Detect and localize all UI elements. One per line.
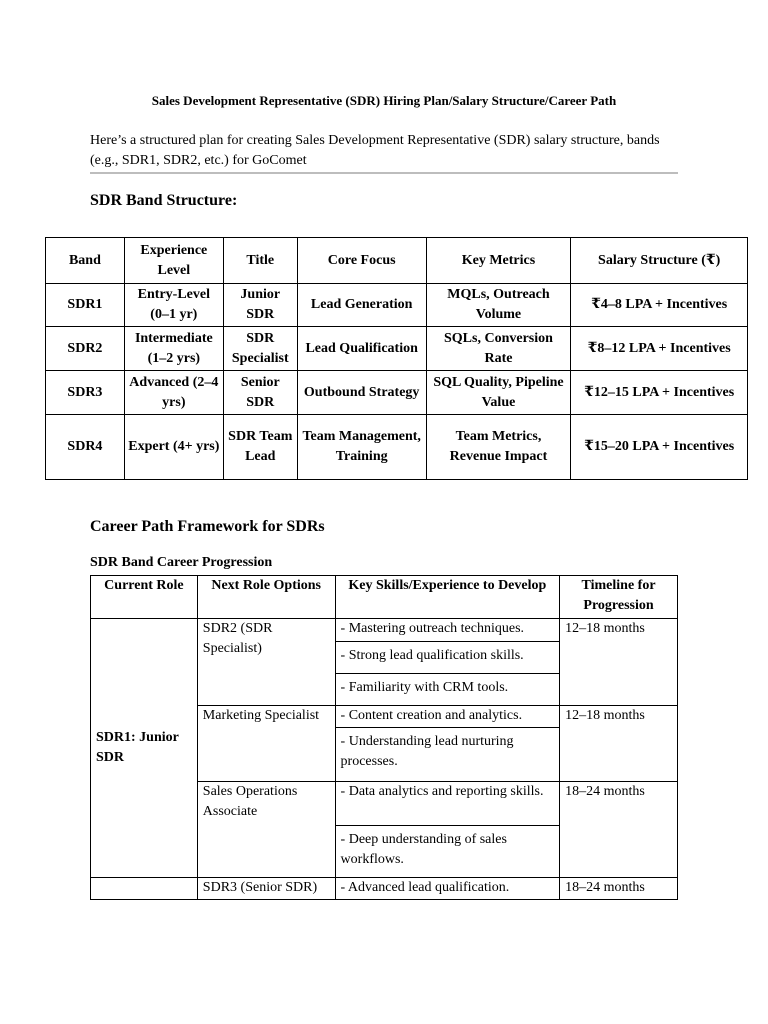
current-role-cell: SDR1: Junior SDR <box>91 619 198 878</box>
table-row <box>46 415 748 480</box>
table-cell: Expert (4+ yrs) <box>124 415 223 480</box>
table-cell: SDR4 <box>46 415 125 480</box>
table-row <box>46 284 748 327</box>
header-current-role: Current Role <box>91 576 198 619</box>
next-role-cell: Marketing Specialist <box>197 706 335 782</box>
table-cell: SQLs, Conversion Rate <box>426 327 571 371</box>
header-experience-level: Experience Level <box>124 238 223 284</box>
table-cell: Team Metrics, Revenue Impact <box>426 415 571 480</box>
next-role-cell: SDR2 (SDR Specialist) <box>197 619 335 706</box>
table-header-row <box>91 576 678 619</box>
timeline-cell: 12–18 months <box>560 706 678 782</box>
table-row <box>91 878 678 900</box>
skill-cell: - Content creation and analytics. <box>335 706 560 728</box>
table-cell: Team Management, Training <box>297 415 426 480</box>
next-role-cell: Sales Operations Associate <box>197 782 335 878</box>
header-band: Band <box>46 238 125 284</box>
current-role-empty-cell <box>91 878 198 900</box>
table-cell: MQLs, Outreach Volume <box>426 284 571 327</box>
header-next-role-options: Next Role Options <box>197 576 335 619</box>
table-row <box>91 619 678 642</box>
career-progression-subheading: SDR Band Career Progression <box>90 555 273 570</box>
skill-cell: - Familiarity with CRM tools. <box>335 674 560 706</box>
skill-cell: - Advanced lead qualification. <box>335 878 560 900</box>
header-key-skills: Key Skills/Experience to Develop <box>335 576 560 619</box>
table-cell: SDR1 <box>46 284 125 327</box>
table-cell: SDR2 <box>46 327 125 371</box>
table-header-row <box>46 238 748 284</box>
timeline-cell: 12–18 months <box>560 619 678 706</box>
timeline-cell: 18–24 months <box>560 782 678 878</box>
table-cell: Lead Generation <box>297 284 426 327</box>
header-salary-structure: Salary Structure (₹) <box>571 238 748 284</box>
band-structure-table <box>45 237 748 480</box>
table-cell: ₹8–12 LPA + Incentives <box>571 327 748 371</box>
table-cell: Entry-Level (0–1 yr) <box>124 284 223 327</box>
header-core-focus: Core Focus <box>297 238 426 284</box>
career-path-heading: Career Path Framework for SDRs <box>90 518 325 535</box>
skill-cell: - Mastering outreach techniques. <box>335 619 560 642</box>
table-cell: ₹15–20 LPA + Incentives <box>571 415 748 480</box>
header-title: Title <box>223 238 297 284</box>
table-row <box>46 371 748 415</box>
skill-cell: - Data analytics and reporting skills. <box>335 782 560 826</box>
band-structure-heading: SDR Band Structure: <box>90 192 238 209</box>
table-cell: Outbound Strategy <box>297 371 426 415</box>
table-cell: SDR Team Lead <box>223 415 297 480</box>
skill-cell: - Deep understanding of sales workflows. <box>335 826 560 878</box>
career-progression-table <box>90 575 678 900</box>
table-cell: SDR Specialist <box>223 327 297 371</box>
table-cell: SQL Quality, Pipeline Value <box>426 371 571 415</box>
table-cell: Advanced (2–4 yrs) <box>124 371 223 415</box>
timeline-cell: 18–24 months <box>560 878 678 900</box>
table-cell: ₹4–8 LPA + Incentives <box>571 284 748 327</box>
horizontal-rule <box>90 172 678 174</box>
skill-cell: - Understanding lead nurturing processes. <box>335 728 560 782</box>
header-key-metrics: Key Metrics <box>426 238 571 284</box>
intro-paragraph: Here’s a structured plan for creating Sales Development Representative (SDR) salary structure, bands (e.g., SDR1, SDR2, etc.) for GoComet <box>90 133 660 168</box>
table-cell: Senior SDR <box>223 371 297 415</box>
table-row <box>46 327 748 371</box>
table-cell: Lead Qualification <box>297 327 426 371</box>
next-role-cell: SDR3 (Senior SDR) <box>197 878 335 900</box>
table-cell: Intermediate (1–2 yrs) <box>124 327 223 371</box>
table-cell: ₹12–15 LPA + Incentives <box>571 371 748 415</box>
header-timeline: Timeline for Progression <box>560 576 678 619</box>
skill-cell: - Strong lead qualification skills. <box>335 642 560 674</box>
table-cell: Junior SDR <box>223 284 297 327</box>
document-title: Sales Development Representative (SDR) Hiring Plan/Salary Structure/Career Path <box>151 93 617 108</box>
table-cell: SDR3 <box>46 371 125 415</box>
